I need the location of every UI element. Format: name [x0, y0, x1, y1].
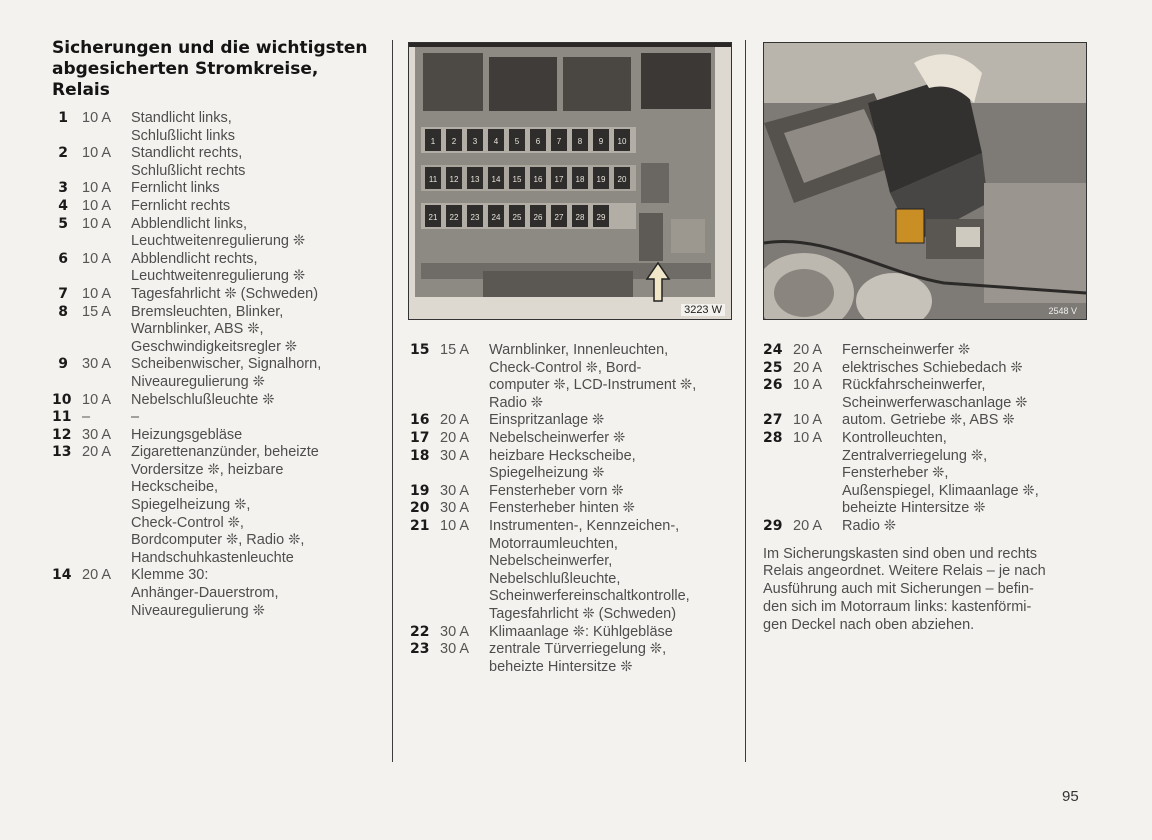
fuse-amperage: 30 A [440, 500, 470, 517]
circuit-line: computer ❊, LCD-Instrument ❊, [489, 377, 697, 394]
paragraph-line: Ausführung auch mit Sicherungen – befin- [763, 581, 1034, 598]
circuit-line: Check-Control ❊, [131, 514, 244, 531]
circuit-line: Leuchtweitenregulierung ❊ [131, 233, 306, 250]
circuit-line: zentrale Türverriegelung ❊, [489, 641, 667, 658]
circuit-line: Bordcomputer ❊, Radio ❊, [131, 532, 305, 549]
fuse-slot-label: 25 [512, 213, 522, 222]
circuit-line: Zentralverriegelung ❊, [842, 447, 988, 464]
fuse-circuits [489, 500, 740, 518]
fuse-entry [410, 430, 740, 448]
circuit-line: Niveauregulierung ❊ [131, 373, 265, 390]
fuse-entry [52, 145, 382, 180]
fuse-slot-label: 7 [556, 137, 562, 146]
circuit-line: Scheinwerferwaschanlage ❊ [842, 394, 1028, 411]
fuse-amperage: 20 A [793, 359, 823, 376]
fuse-amperage: 30 A [440, 641, 470, 658]
fuse-entry [52, 110, 382, 145]
fuse-amperage: 20 A [793, 517, 823, 534]
fuse-slot-label: 19 [596, 175, 606, 184]
fuse-slot-label: 5 [514, 137, 520, 146]
circuit-line: Nebelscheinwerfer, [489, 553, 613, 570]
fuse-slot-label: 29 [596, 213, 606, 222]
fuse-slot-label: 26 [533, 213, 543, 222]
fuse-amperage: 30 A [440, 623, 470, 640]
circuit-line: heizbare Heckscheibe, [489, 447, 636, 464]
fuse-amperage: 10 A [82, 110, 112, 126]
fuse-number: 26 [763, 377, 783, 394]
fuse-slot-label: 16 [533, 175, 543, 184]
circuit-line: Spiegelheizung ❊ [489, 465, 605, 482]
fuse-number: 11 [52, 409, 72, 426]
fuse-circuits [131, 110, 382, 145]
fuse-amperage: 10 A [82, 391, 112, 408]
circuit-line: Warnblinker, ABS ❊, [131, 321, 264, 338]
circuit-line: Scheibenwischer, Signalhorn, [131, 356, 322, 373]
fuse-entry [763, 342, 1093, 360]
fuse-number: 7 [58, 285, 68, 302]
fuse-circuits [842, 360, 1093, 378]
fuse-number: 17 [410, 429, 430, 446]
circuit-line: Klemme 30: [131, 567, 209, 584]
fuse-circuits [131, 180, 382, 198]
fuse-slot-label: 14 [491, 175, 501, 184]
fuse-entry [763, 518, 1093, 536]
fuse-entry [410, 342, 740, 412]
fuse-number: 18 [410, 447, 430, 464]
circuit-line: Check-Control ❊, Bord- [489, 359, 642, 376]
fuse-slot-label: 6 [535, 137, 541, 146]
fuse-number: 8 [58, 303, 68, 320]
fuse-entry [52, 567, 382, 620]
fuse-circuits [842, 342, 1093, 360]
fuse-amperage: 30 A [82, 426, 112, 443]
fuse-entry [410, 483, 740, 501]
fuse-entry [52, 427, 382, 445]
fuse-number: 15 [410, 342, 430, 358]
fuse-slot-label: 17 [554, 175, 564, 184]
circuit-line: beheizte Hintersitze ❊ [842, 500, 986, 517]
circuit-line: Instrumenten-, Kennzeichen-, [489, 517, 680, 534]
fuse-circuits [842, 518, 1093, 536]
circuit-line: Fensterheber ❊, [842, 465, 949, 482]
circuit-line: Geschwindigkeitsregler ❊ [131, 338, 298, 355]
fuse-number: 24 [763, 342, 783, 358]
fuse-circuits [131, 392, 382, 410]
fuse-amperage: 20 A [82, 567, 112, 584]
circuit-line: Heckscheibe, [131, 479, 219, 496]
circuit-line: Radio ❊ [842, 517, 897, 534]
circuit-line: Nebelschlußleuchte ❊ [131, 391, 275, 408]
circuit-line: Spiegelheizung ❊, [131, 497, 251, 514]
circuit-line: Fernlicht links [131, 180, 220, 197]
fuse-circuits [489, 483, 740, 501]
fuse-slot-label: 9 [598, 137, 604, 146]
circuit-line: Außenspiegel, Klimaanlage ❊, [842, 482, 1039, 499]
fuse-number: 12 [52, 426, 72, 443]
circuit-line: beheizte Hintersitze ❊ [489, 658, 633, 675]
fuse-entry [52, 444, 382, 567]
fuse-amperage: 10 A [82, 180, 112, 197]
fuse-circuits [131, 198, 382, 216]
circuit-line: Fensterheber hinten ❊ [489, 500, 635, 517]
fuse-circuits [842, 377, 1093, 412]
fuse-entry [52, 304, 382, 357]
fuse-slot-label: 13 [470, 175, 480, 184]
fuse-number: 1 [58, 110, 68, 126]
circuit-line: Klimaanlage ❊: Kühlgebläse [489, 623, 673, 640]
fuse-number: 23 [410, 641, 430, 658]
fuse-circuits [489, 624, 740, 642]
circuit-line: Schlußlicht rechts [131, 162, 246, 179]
circuit-line: Nebelschlußleuchte, [489, 570, 621, 587]
fuse-number: 6 [58, 250, 68, 267]
fuse-number: 13 [52, 444, 72, 461]
circuit-line: Tagesfahrlicht ❊ (Schweden) [131, 285, 319, 302]
fuse-amperage: 20 A [793, 342, 823, 358]
fuse-box-illustration [409, 43, 731, 319]
fuse-slot-label: 12 [449, 175, 459, 184]
fuse-slot-label: 20 [617, 175, 627, 184]
fuse-entry [763, 377, 1093, 412]
fuse-amperage: 10 A [82, 285, 112, 302]
fuse-circuits [489, 412, 740, 430]
column-divider [392, 40, 393, 762]
image-code: 2548 V [1048, 306, 1077, 316]
circuit-line: – [131, 409, 140, 426]
paragraph-line: Im Sicherungskasten sind oben und rechts [763, 545, 1038, 562]
fuse-number: 22 [410, 623, 430, 640]
fuse-amperage: 10 A [82, 250, 112, 267]
circuit-line: Tagesfahrlicht ❊ (Schweden) [489, 605, 677, 622]
circuit-line: Zigarettenanzünder, beheizte [131, 444, 319, 461]
fuse-slot-label: 27 [554, 213, 564, 222]
fuse-amperage: 10 A [793, 377, 823, 394]
fuse-number: 2 [58, 145, 68, 162]
circuit-line: Heizungsgebläse [131, 426, 243, 443]
circuit-line: Handschuhkastenleuchte [131, 549, 294, 566]
fuse-entry [410, 624, 740, 642]
relay-box-photo [763, 42, 1087, 320]
fuse-circuits [131, 356, 382, 391]
fuse-circuits [131, 304, 382, 357]
fuse-slot-label: 11 [428, 175, 438, 184]
fuse-entry [410, 641, 740, 676]
fuse-circuits [131, 286, 382, 304]
circuit-line: Radio ❊ [489, 394, 544, 411]
heading-line: Relais [52, 80, 110, 100]
fuse-circuits [489, 342, 740, 412]
fuse-entry [410, 412, 740, 430]
fuse-box-photo [408, 42, 732, 320]
fuse-entry [52, 180, 382, 198]
fuse-number: 20 [410, 500, 430, 517]
relay-box-illustration [764, 43, 1086, 319]
fuse-entry [52, 251, 382, 286]
fuse-amperage: 10 A [793, 412, 823, 429]
circuit-line: Leuchtweitenregulierung ❊ [131, 268, 306, 285]
fuse-number: 10 [52, 391, 72, 408]
heading-line: Sicherungen und die wichtigsten [52, 38, 368, 58]
heading-line: abgesicherten Stromkreise, [52, 59, 319, 79]
fuse-circuits [842, 430, 1093, 518]
fuse-amperage: – [82, 409, 91, 426]
circuit-line: Abblendlicht links, [131, 215, 248, 232]
fuse-circuits [131, 409, 382, 427]
circuit-line: Abblendlicht rechts, [131, 250, 258, 267]
fuse-circuits [131, 216, 382, 251]
fuse-number: 5 [58, 215, 68, 232]
fuse-slot-label: 1 [430, 137, 436, 146]
column-divider [745, 40, 746, 762]
fuse-amperage: 15 A [440, 342, 470, 358]
fuse-slot-label: 4 [493, 137, 499, 146]
fuse-entry [52, 216, 382, 251]
circuit-line: Standlicht rechts, [131, 145, 243, 162]
fuse-circuits [489, 430, 740, 448]
circuit-line: Scheinwerfereinschaltkontrolle, [489, 588, 690, 605]
circuit-line: Schlußlicht links [131, 127, 235, 144]
fuse-circuits [131, 145, 382, 180]
circuit-line: Rückfahrscheinwerfer, [842, 377, 986, 394]
circuit-line: Fernlicht rechts [131, 197, 231, 214]
fuse-entry [52, 409, 382, 427]
fuse-slot-label: 18 [575, 175, 585, 184]
fuse-amperage: 20 A [82, 444, 112, 461]
circuit-line: autom. Getriebe ❊, ABS ❊ [842, 412, 1015, 429]
fuse-amperage: 15 A [82, 303, 112, 320]
fuse-entry [410, 448, 740, 483]
fuse-list-column-1 [52, 110, 382, 620]
fuse-number: 21 [410, 517, 430, 534]
fuse-entry [52, 392, 382, 410]
fuse-circuits [131, 444, 382, 567]
fuse-slot-label: 10 [617, 137, 627, 146]
fuse-entry [52, 286, 382, 304]
circuit-line: Kontrolleuchten, [842, 429, 947, 446]
fuse-list-column-3 [763, 342, 1093, 635]
circuit-line: elektrisches Schiebedach ❊ [842, 359, 1023, 376]
fuse-amperage: 20 A [440, 429, 470, 446]
fuse-circuits [842, 412, 1093, 430]
fuse-slot-label: 28 [575, 213, 585, 222]
fuse-circuits [131, 567, 382, 620]
fuse-number: 29 [763, 517, 783, 534]
fuse-number: 16 [410, 412, 430, 429]
fuse-amperage: 20 A [440, 412, 470, 429]
circuit-line: Standlicht links, [131, 110, 232, 126]
fuse-entry [763, 430, 1093, 518]
fuse-number: 4 [58, 197, 68, 214]
paragraph-line: den sich im Motorraum links: kastenförmi- [763, 598, 1032, 615]
fuse-number: 9 [58, 356, 68, 373]
fuse-amperage: 10 A [82, 197, 112, 214]
fuse-entry [410, 518, 740, 624]
fuse-amperage: 30 A [440, 447, 470, 464]
circuit-line: Bremsleuchten, Blinker, [131, 303, 284, 320]
fuse-entry [52, 198, 382, 216]
fuse-slot-label: 23 [470, 213, 480, 222]
fuse-slot-label: 3 [472, 137, 478, 146]
circuit-line: Nebelscheinwerfer ❊ [489, 429, 626, 446]
fuse-list-column-2 [410, 342, 740, 676]
fuse-slot-label: 8 [577, 137, 583, 146]
circuit-line: Niveauregulierung ❊ [131, 602, 265, 619]
fuse-number: 27 [763, 412, 783, 429]
fuse-entry [763, 360, 1093, 378]
image-code: 3223 W [681, 304, 725, 316]
fuse-amperage: 10 A [82, 145, 112, 162]
fuse-number: 28 [763, 429, 783, 446]
fuse-number: 19 [410, 482, 430, 499]
fuse-slot-label: 22 [449, 213, 459, 222]
circuit-line: Warnblinker, Innenleuchten, [489, 342, 669, 358]
circuit-line: Einspritzanlage ❊ [489, 412, 605, 429]
fuse-amperage: 10 A [440, 517, 470, 534]
fuse-circuits [131, 427, 382, 445]
paragraph-line: Relais angeordnet. Weitere Relais – je nach [763, 563, 1046, 580]
fuse-amperage: 30 A [82, 356, 112, 373]
fuse-slot-label: 2 [451, 137, 457, 146]
circuit-line: Anhänger-Dauerstrom, [131, 585, 279, 602]
fuse-circuits [489, 518, 740, 624]
fuse-entry [410, 500, 740, 518]
fuse-amperage: 30 A [440, 482, 470, 499]
fuse-slot-label: 24 [491, 213, 501, 222]
fuse-entry [763, 412, 1093, 430]
fuse-slot-label: 21 [428, 213, 438, 222]
circuit-line: Vordersitze ❊, heizbare [131, 461, 284, 478]
fuse-amperage: 10 A [793, 429, 823, 446]
fuse-circuits [489, 641, 740, 676]
page-number: 95 [1062, 788, 1079, 805]
fuse-number: 14 [52, 567, 72, 584]
fuse-number: 25 [763, 359, 783, 376]
circuit-line: Fernscheinwerfer ❊ [842, 342, 971, 358]
section-heading [52, 38, 382, 101]
circuit-line: Fensterheber vorn ❊ [489, 482, 624, 499]
fuse-slot-label: 15 [512, 175, 522, 184]
fuse-number: 3 [58, 180, 68, 197]
fuse-circuits [131, 251, 382, 286]
fuse-circuits [489, 448, 740, 483]
fuse-amperage: 10 A [82, 215, 112, 232]
fuse-entry [52, 356, 382, 391]
paragraph-line: gen Deckel nach oben abziehen. [763, 616, 975, 633]
circuit-line: Motorraumleuchten, [489, 535, 618, 552]
relay-note-paragraph [763, 546, 1093, 635]
